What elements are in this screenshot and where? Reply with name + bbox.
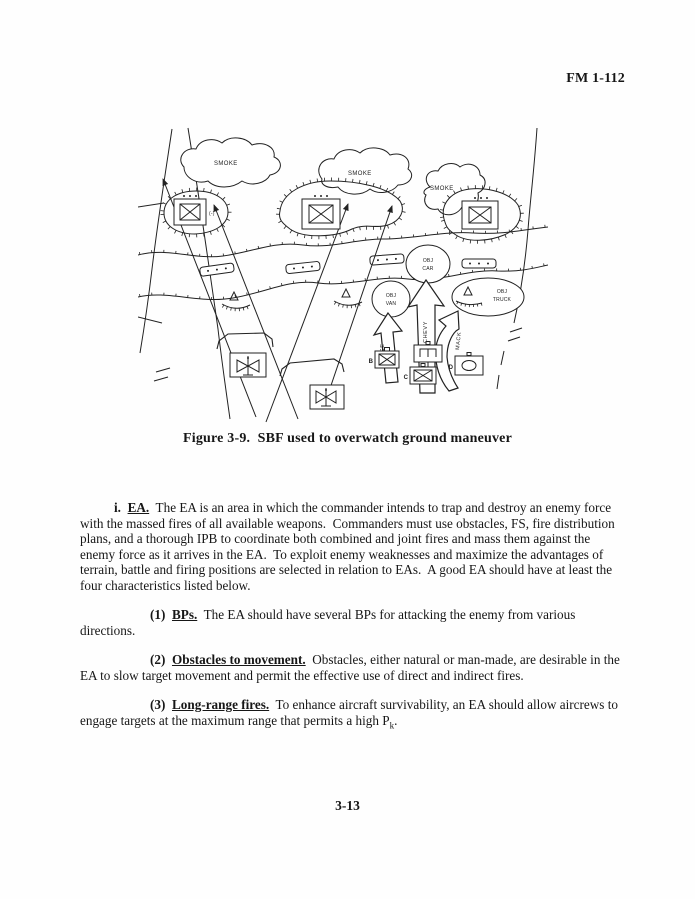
minus-detachment-label: (-) <box>209 211 215 217</box>
figure-caption: Figure 3-9. SBF used to overwatch ground maneuver <box>182 431 512 446</box>
attack-helicopter-symbol-1 <box>230 353 266 377</box>
company-b-label: B <box>368 359 373 365</box>
paragraph-1-bps: (1) BPs. The EA should have several BPs for attacking the enemy from various directions. <box>80 607 576 638</box>
smoke-label-1: SMOKE <box>214 161 238 167</box>
sbf-positions <box>217 333 344 409</box>
company-d-label: D <box>448 365 453 371</box>
paragraph-3-long-range-fires: (3) Long-range fires. To enhance aircraft survivability, an EA should allow aircrews to engage targets at the maximum range that permits a high $P_k$. <box>80 697 618 731</box>
smoke-label-2: SMOKE <box>348 171 372 177</box>
paragraph-i-ea: i. EA. The EA is an area in which the commander intends to trap and destroy an enemy force with the massed fires of all available weapons. Commanders must use obstacles, FS, fire distribution plans, and a thorough IPB to coordinate both combined and joint fires and mass them against the enemy force as it arrives in the EA. To exploit enemy weaknesses and maximize the advantages of terrain, battle and firing positions are selected in relation to EAs. A good EA should have at least the four characteristics listed below. <box>80 500 615 593</box>
armor-unit-symbol-right <box>462 197 498 229</box>
strongpoint-markers <box>222 289 362 311</box>
obj-van-label-2: VAN <box>385 301 397 307</box>
attack-helicopter-symbol-2 <box>310 385 344 409</box>
objective-truck <box>452 278 524 316</box>
sbf-overwatch-sketch <box>138 127 548 423</box>
page-number: 3-13 <box>335 798 360 813</box>
smoke-label-3: SMOKE <box>430 186 454 192</box>
armor-unit-symbol-center <box>302 195 340 229</box>
axis-mack-label: MACK <box>455 331 463 351</box>
minefield-obstacles <box>199 254 496 277</box>
axis-chevy-label: CHEVY <box>423 321 429 343</box>
company-d-wheeled <box>449 353 483 376</box>
objective-van <box>372 281 410 317</box>
obj-car-label-2: CAR <box>422 266 434 272</box>
obj-car-label-1: OBJ <box>422 258 434 264</box>
figure-3-9-diagram <box>138 127 548 423</box>
company-c-label: C <box>403 375 408 381</box>
obj-truck-label-1: OBJ <box>496 289 508 295</box>
paragraph-2-obstacles: (2) Obstacles to movement. Obstacles, either natural or man-made, are desirable in the EA to slow target movement and permit the effective use of direct and indirect fires. <box>80 652 620 683</box>
body-text <box>80 500 628 742</box>
company-b-armor <box>369 348 399 369</box>
company-c-armor <box>404 364 436 385</box>
manual-number: FM 1-112 <box>566 71 625 86</box>
armor-unit-symbol-left <box>174 195 215 225</box>
obj-van-label-1: OBJ <box>385 293 397 299</box>
obj-truck-label-2: TRUCK <box>492 297 512 303</box>
objective-car <box>406 245 450 283</box>
